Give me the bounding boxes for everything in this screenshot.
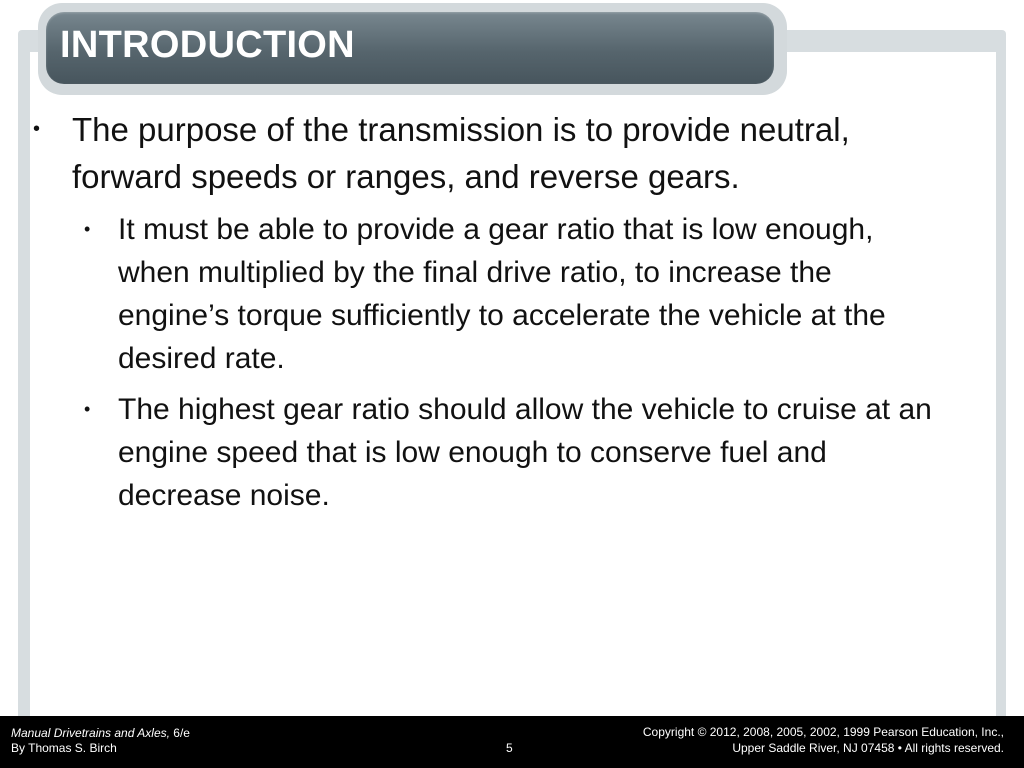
copyright-line-2: Upper Saddle River, NJ 07458 • All rights reserved. [732,741,1004,755]
book-author: By Thomas S. Birch [11,741,117,755]
slide-body [30,106,970,517]
sub-bullet-dot-icon: • [84,219,91,239]
footer-book-info [11,726,190,756]
sub-bullet-text: The highest gear ratio should allow the vehicle to cruise at an engine speed that is low enough to conserve fuel and decrease noise. [118,393,932,512]
copyright-notice [643,724,1004,756]
bullet-item [30,106,892,200]
bullet-text: The purpose of the transmission is to provide neutral, forward speeds or ranges, and reverse gears. [72,111,850,195]
bullet-dot-icon: • [33,118,41,140]
sub-bullet-item [30,388,948,517]
book-title: Manual Drivetrains and Axles, [11,726,170,740]
sub-bullet-text: It must be able to provide a gear ratio that is low enough, when multiplied by the final drive ratio, to increase the engine’s torque sufficiently to accelerate the vehicle at the desired rate. [118,213,886,375]
sub-bullet-item [30,208,948,380]
slide-footer [0,716,1024,768]
page-number: 5 [506,741,513,755]
book-edition: 6/e [169,726,190,740]
copyright-line-1: Copyright © 2012, 2008, 2005, 2002, 1999 Pearson Education, Inc., [642,725,1004,739]
sub-bullet-dot-icon: • [84,399,91,419]
slide-title: INTRODUCTION [60,24,355,66]
